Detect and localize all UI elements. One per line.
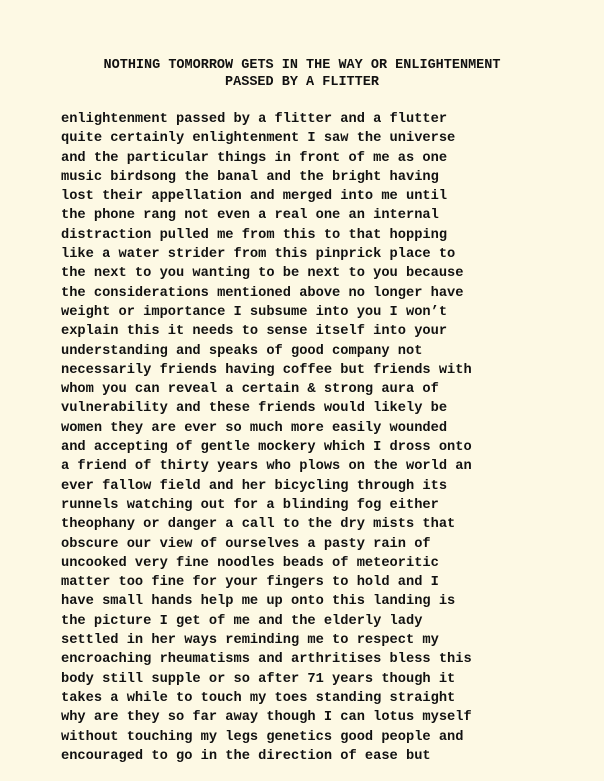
body-line: necessarily friends having coffee but friends with xyxy=(61,362,472,378)
body-line: explain this it needs to sense itself into your xyxy=(61,324,448,340)
title-line-2: PASSED BY A FLITTER xyxy=(225,75,379,90)
body-line: women they are ever so much more easily wounded xyxy=(61,420,448,436)
body-line: the considerations mentioned above no longer have xyxy=(61,285,464,301)
body-line: and the particular things in front of me as one xyxy=(61,150,448,166)
body-line: encouraged to go in the direction of ease but xyxy=(61,748,431,764)
body-line: music birdsong the banal and the bright having xyxy=(61,169,439,185)
body-line: have small hands help me up onto this landing is xyxy=(61,594,456,610)
body-line: runnels watching out for a blinding fog either xyxy=(61,497,439,513)
body-line: quite certainly enlightenment I saw the universe xyxy=(61,131,456,147)
body-line: weight or importance I subsume into you I won’t xyxy=(61,304,448,320)
body-line: vulnerability and these friends would likely be xyxy=(61,401,448,417)
body-line: ever fallow field and her bicycling through its xyxy=(61,478,448,494)
body-line: understanding and speaks of good company not xyxy=(61,343,423,359)
body-line: a friend of thirty years who plows on the world an xyxy=(61,459,472,475)
body-line: whom you can reveal a certain & strong aura of xyxy=(61,382,439,398)
body-line: the phone rang not even a real one an internal xyxy=(61,208,439,224)
body-line: and accepting of gentle mockery which I dross onto xyxy=(61,440,472,456)
poem-title xyxy=(0,57,604,91)
body-line: takes a while to touch my toes standing straight xyxy=(61,690,456,706)
body-line: like a water strider from this pinprick place to xyxy=(61,247,456,263)
body-line: body still supple or so after 71 years though it xyxy=(61,671,456,687)
body-line: obscure our view of ourselves a pasty rain of xyxy=(61,536,431,552)
body-line: without touching my legs genetics good people and xyxy=(61,729,464,745)
body-line: why are they so far away though I can lotus myself xyxy=(61,710,472,726)
body-line: the next to you wanting to be next to you because xyxy=(61,266,464,282)
body-line: settled in her ways reminding me to respect my xyxy=(61,633,439,649)
poem-body xyxy=(61,110,601,766)
body-line: matter too fine for your fingers to hold and I xyxy=(61,575,439,591)
body-line: lost their appellation and merged into me until xyxy=(61,189,448,205)
title-line-1: NOTHING TOMORROW GETS IN THE WAY OR ENLIGHTENMENT xyxy=(103,58,501,73)
body-line: enlightenment passed by a flitter and a flutter xyxy=(61,112,448,127)
body-line: theophany or danger a call to the dry mists that xyxy=(61,517,456,533)
body-line: uncooked very fine noodles beads of meteoritic xyxy=(61,555,439,571)
body-line: distraction pulled me from this to that hopping xyxy=(61,227,448,243)
body-line: encroaching rheumatisms and arthritises bless this xyxy=(61,652,472,668)
body-line: the picture I get of me and the elderly lady xyxy=(61,613,423,629)
